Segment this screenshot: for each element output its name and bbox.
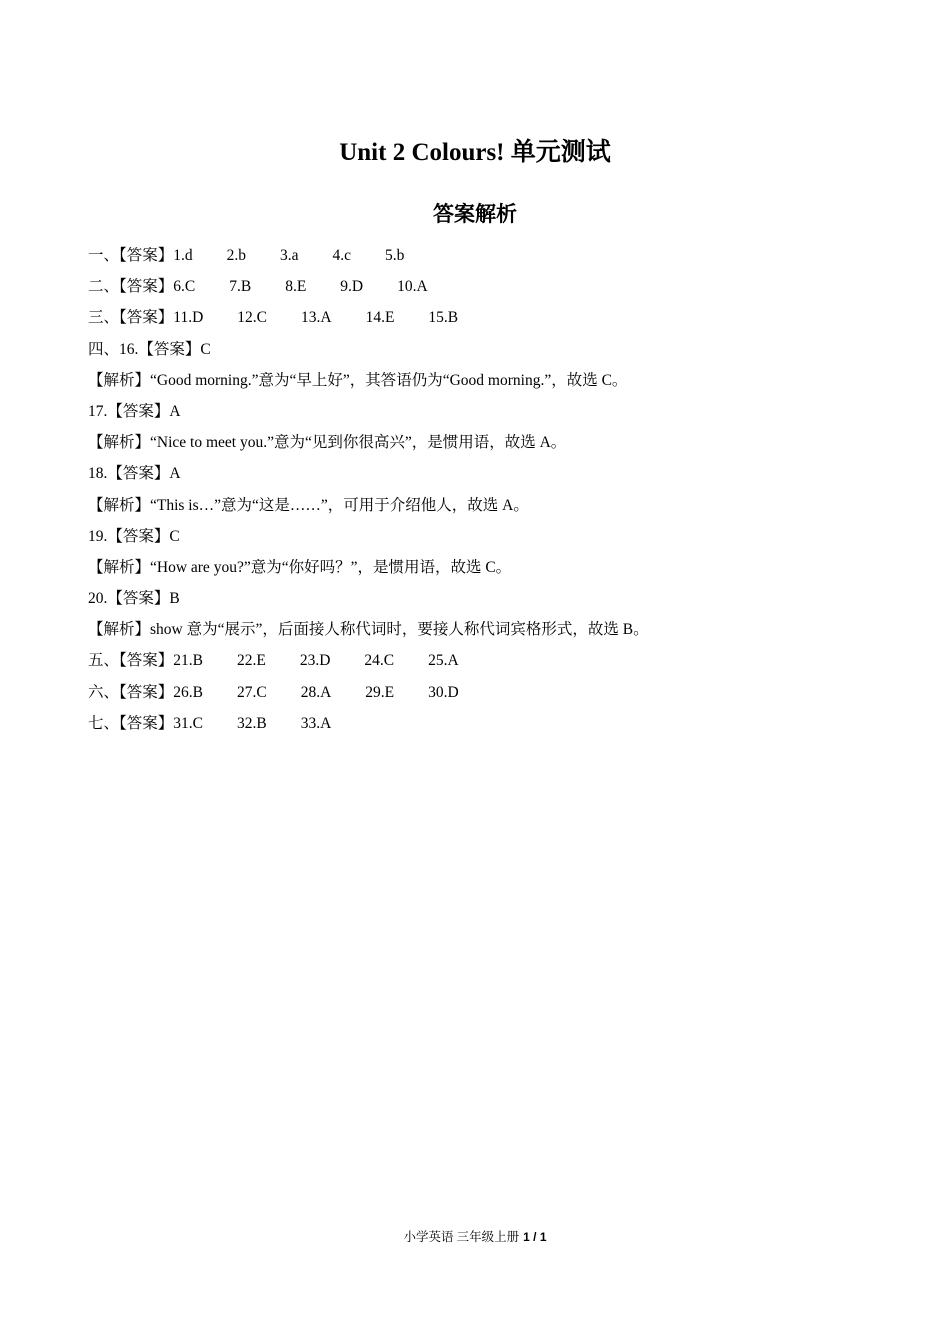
answer-line-section-2 <box>88 271 888 302</box>
answer-line-q18: 18.【答案】A <box>88 465 181 483</box>
section-label: 二、【答案】 <box>88 278 174 296</box>
section-label: 七、【答案】 <box>88 714 174 732</box>
answer-item: 13.A <box>300 309 332 327</box>
answer-item: 4.c <box>332 247 352 264</box>
answer-item: 30.D <box>428 683 459 701</box>
page-footer <box>0 1228 950 1246</box>
answer-line-q20: 20.【答案】B <box>88 590 180 608</box>
answer-item: 23.D <box>299 652 331 670</box>
answer-item: 9.D <box>340 278 364 296</box>
answer-item: 10.A <box>397 278 428 296</box>
answer-item: 6.C <box>173 278 196 296</box>
answer-item: 2.b <box>226 247 247 264</box>
explanation-line-q16: 【解析】“Good morning.”意为“早上好”，其答语仍为“Good morning.”，故选 C。 <box>88 371 628 389</box>
answer-item: 3.a <box>280 247 299 264</box>
explanation-line-q17: 【解析】“Nice to meet you.”意为“见到你很高兴”，是惯用语，故选 A。 <box>88 434 567 452</box>
document-subtitle: 答案解析 <box>433 202 517 226</box>
answer-lines <box>88 240 888 739</box>
section-label: 三、【答案】 <box>88 309 174 327</box>
answer-item: 26.B <box>173 683 203 701</box>
answer-item: 22.E <box>236 652 266 670</box>
answer-item: 21.B <box>173 652 203 670</box>
answer-item: 1.d <box>173 247 193 264</box>
answer-item: 11.D <box>173 309 204 327</box>
answer-item: 27.C <box>236 683 267 701</box>
answer-item: 12.C <box>237 309 267 327</box>
answer-item: 25.A <box>428 652 459 670</box>
answer-line-section-1 <box>88 240 888 271</box>
answer-item: 29.E <box>365 683 395 701</box>
explanation-line-q19: 【解析】“How are you?”意为“你好吗？”，是惯用语，故选 C。 <box>88 558 512 576</box>
answer-line-section-3 <box>88 302 888 333</box>
answer-line-section-5 <box>88 645 888 676</box>
answer-line-section-7 <box>88 708 888 739</box>
section-label: 一、【答案】 <box>88 247 174 264</box>
answer-item: 5.b <box>385 247 405 264</box>
answer-item: 32.B <box>236 714 267 732</box>
answer-item: 8.E <box>285 278 307 296</box>
answer-item: 7.B <box>229 278 252 296</box>
document-title: Unit 2 Colours! 单元测试 <box>339 139 611 166</box>
answer-line-q17: 17.【答案】A <box>88 402 181 420</box>
answer-line-q19: 19.【答案】C <box>88 527 180 545</box>
section-label: 五、【答案】 <box>88 652 174 670</box>
answer-item: 31.C <box>173 714 203 732</box>
explanation-line-q18: 【解析】“This is…”意为“这是……”，可用于介绍他人，故选 A。 <box>88 496 529 514</box>
page-number: 1 / 1 <box>523 1230 547 1244</box>
answer-item: 14.E <box>365 309 395 327</box>
answer-line-section-6 <box>88 677 888 708</box>
explanation-line-q20: 【解析】show 意为“展示”，后面接人称代词时，要接人称代词宾格形式，故选 B。 <box>88 621 649 639</box>
answer-item: 15.B <box>428 309 459 327</box>
section-label: 六、【答案】 <box>88 683 174 701</box>
answer-line-q16: 四、16.【答案】C <box>88 340 211 358</box>
answer-item: 33.A <box>300 714 332 732</box>
answer-item: 28.A <box>300 683 332 701</box>
footer-text: 小学英语 三年级上册 <box>403 1230 520 1244</box>
answer-item: 24.C <box>364 652 395 670</box>
